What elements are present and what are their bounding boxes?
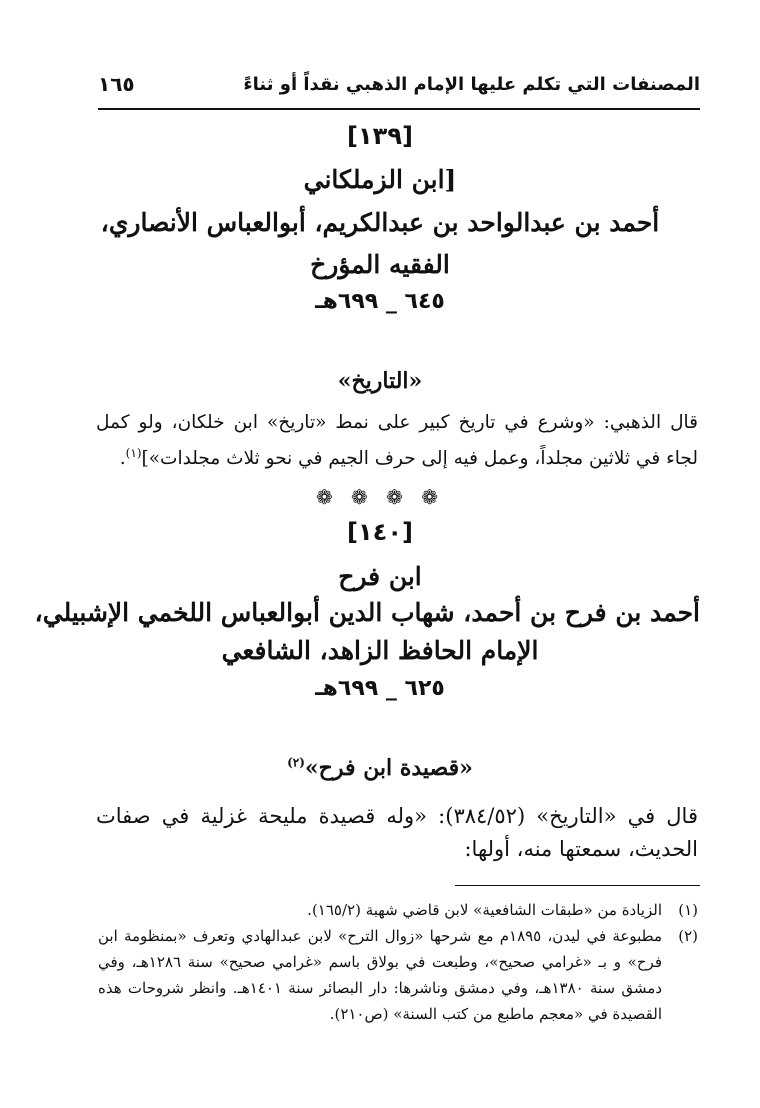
footnote-text: الزيادة من «طبقات الشافعية» لابن قاضي شهبة (١٦٥/٢). xyxy=(307,901,662,919)
running-header xyxy=(98,68,700,110)
entry-full-name: أحمد بن عبدالواحد بن عبدالكريم، أبوالعباس الأنصاري، xyxy=(100,208,660,237)
footnote xyxy=(98,923,698,1027)
footnote-number: (٢) xyxy=(678,927,698,945)
entry-number: [١٣٩] xyxy=(347,122,413,150)
body-paragraph: قال في «التاريخ» (٣٨٤/٥٢): «وله قصيدة مليحة غزلية في صفات الحديث، سمعتها منه، أولها: xyxy=(96,804,698,861)
entry-dates: ٦٢٥ _ ٦٩٩هـ xyxy=(315,676,445,701)
entry-short-name: [ابن الزملكاني xyxy=(303,165,457,194)
entry-description: الإمام الحافظ الزاهد، الشافعي xyxy=(221,636,539,665)
footnote-number: (١) xyxy=(678,901,698,919)
quote-end: . xyxy=(119,448,126,470)
entry-dates: ٦٤٥ _ ٦٩٩هـ xyxy=(315,289,445,314)
header-title: المصنفات التي تكلم عليها الإمام الذهبي نقداً أو ثناءً xyxy=(243,74,700,95)
footnotes xyxy=(98,897,698,1027)
footnote-ref: (١) xyxy=(125,446,142,460)
footnote-text: مطبوعة في ليدن، ١٨٩٥م مع شرحها «زوال الترح» لابن عبدالهادي وتعرف «بمنظومة ابن فرح» و بـ «غرامي صحيح»، وطبعت في بولاق باسم «غرامي صحيح» سنة ١٢٨٦هـ، وفي دمشق سنة ١٣٨٠هـ، وفي دمشق وناشرها: دار البصائر سنة ١٤٠١هـ. وانظر شروحات هذه القصيدة في «معجم ماطبع من كتب السنة» (ص٢١٠). xyxy=(98,927,663,1023)
section-title-text: «قصيدة ابن فرح» xyxy=(304,755,473,781)
quote-paragraph xyxy=(96,408,698,474)
separator-ornament: ❁ ❁ ❁ ❁ xyxy=(315,485,445,509)
quote-text: قال الذهبي: «وشرع في تاريخ كبير على نمط «تاريخ» ابن خلكان، ولو كمل لجاء في ثلاثين مجلداً، وعمل فيه إلى حرف الجيم في نحو ثلاث مجلدات»] xyxy=(96,412,698,470)
footnote-ref: (٢) xyxy=(287,755,305,770)
entry-short-name: ابن فرح xyxy=(338,562,422,591)
footnote-divider xyxy=(455,885,700,886)
page-number: ١٦٥ xyxy=(98,72,135,96)
entry-number: [١٤٠] xyxy=(347,518,413,546)
section-title: «التاريخ» xyxy=(337,368,423,394)
entry-full-name: أحمد بن فرح بن أحمد، شهاب الدين أبوالعباس اللخمي الإشبيلي، xyxy=(34,598,700,627)
footnote xyxy=(98,897,698,923)
entry-description: الفقيه المؤرخ xyxy=(310,250,450,279)
section-title xyxy=(60,755,700,781)
